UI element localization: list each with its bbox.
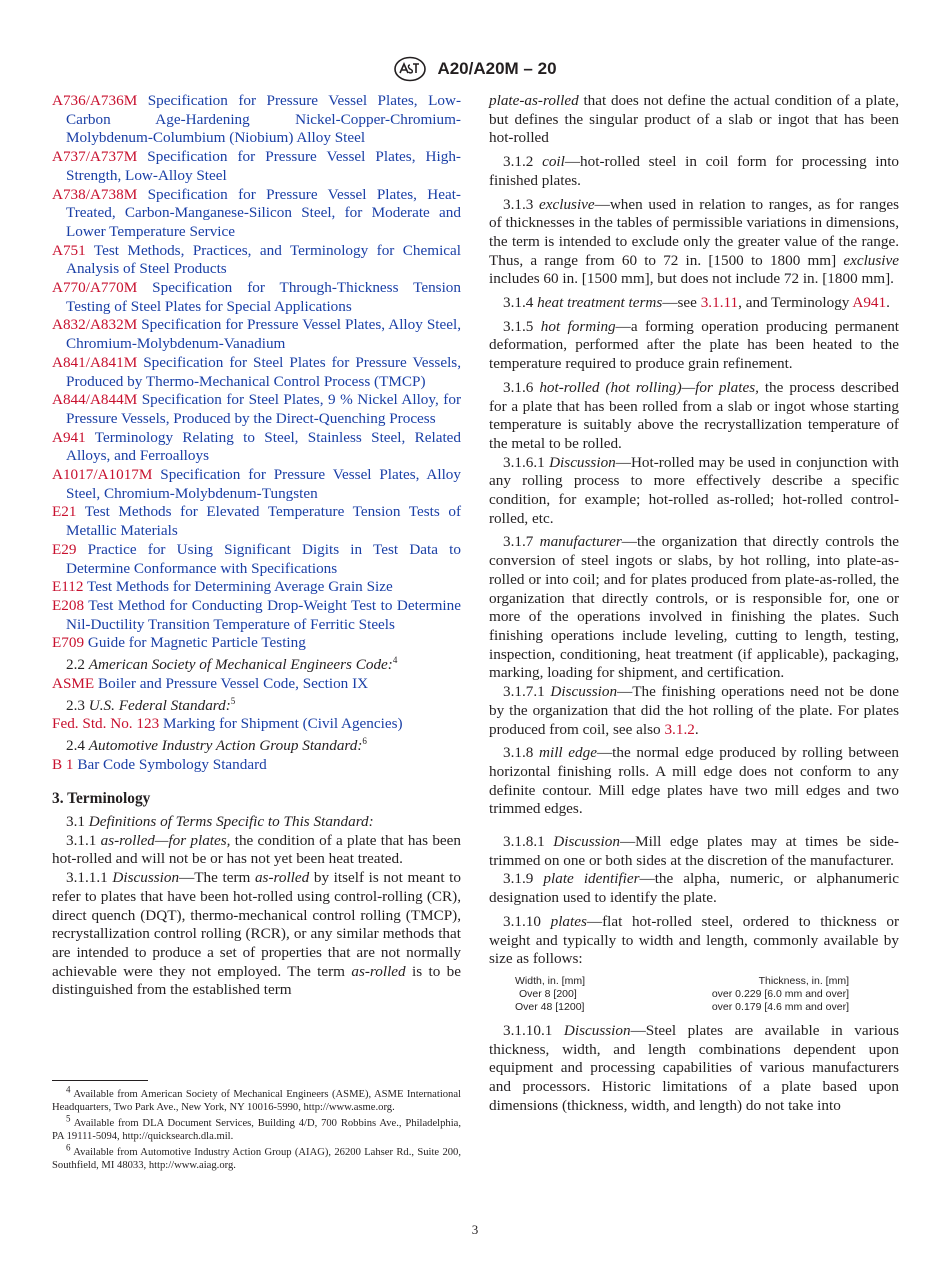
table-cell: Over 48 [1200] bbox=[515, 1000, 585, 1013]
section-number: 3.1.2 bbox=[503, 153, 543, 171]
footnote-ref: 6 bbox=[362, 735, 367, 746]
section-number: 3.1.6.1 bbox=[503, 453, 550, 471]
reference-title[interactable]: Test Methods for Elevated Temperature Tension Tests of Metallic Materials bbox=[66, 503, 461, 540]
reference-title[interactable]: Practice for Using Significant Digits in Test Data to Determine Conformance with Specifications bbox=[66, 540, 461, 577]
footnote-number: 4 bbox=[66, 1084, 71, 1095]
defined-term: hot forming bbox=[540, 317, 616, 335]
astm-logo-icon bbox=[393, 56, 427, 82]
section-number: 3.1 bbox=[66, 813, 89, 831]
defined-term: manufacturer bbox=[539, 533, 622, 551]
discussion-text: —Steel plates are available in various thickness, width, and length combinations dependent upon equipment and processing capabilities of various manufacturers and processors. Historic limitations of a plate based upon dimensions (thickness, width, and length) do not take into bbox=[489, 1021, 900, 1114]
reference-item bbox=[52, 597, 461, 634]
reference-code[interactable]: ASME bbox=[52, 674, 95, 692]
defined-term: as-rolled bbox=[351, 962, 406, 980]
discussion-3-1-7-1 bbox=[489, 683, 899, 739]
definition-text: —the normal edge produced by rolling between horizontal finishing rolls. A mill edge does not conform to any definite contour. Mill edge plates have two mill edges and two trimmed edges. bbox=[489, 744, 899, 818]
section-number: 3.1.8 bbox=[503, 744, 540, 762]
reference-code[interactable]: A841/A841M bbox=[52, 353, 138, 371]
defined-term: exclusive bbox=[843, 251, 899, 269]
reference-title[interactable]: Marking for Shipment (Civil Agencies) bbox=[159, 715, 403, 733]
discussion-label: Discussion bbox=[553, 833, 620, 851]
definition-text: —hot-rolled steel in coil form for processing into finished plates. bbox=[489, 153, 900, 189]
reference-item bbox=[52, 675, 461, 694]
reference-code[interactable]: A736/A736M bbox=[52, 92, 138, 109]
footnote-text: Available from DLA Document Services, Building 4/D, 700 Robbins Ave., Philadelphia, PA 19111-5094, http://quicksearch.dla.mil. bbox=[52, 1118, 461, 1142]
reference-code[interactable]: A844/A844M bbox=[52, 391, 138, 409]
left-column bbox=[52, 92, 461, 1005]
footnote bbox=[52, 1084, 461, 1114]
defined-term: mill edge bbox=[539, 744, 597, 762]
definition-3-1-6 bbox=[489, 379, 899, 454]
reference-item bbox=[52, 316, 461, 353]
reference-title[interactable]: Specification for Pressure Vessel Plates, Low-Carbon Age-Hardening Nickel-Copper-Chromium-Molybdenum-Columbium (Niobium) Alloy Steel bbox=[66, 92, 461, 147]
discussion-3-1-10-1 bbox=[489, 1022, 899, 1116]
definition-3-1-5 bbox=[489, 318, 899, 374]
section-number: 3.1.4 bbox=[503, 294, 538, 312]
plate-size-table bbox=[515, 975, 849, 1014]
reference-item bbox=[52, 92, 461, 148]
table-header: Thickness, in. [mm] bbox=[758, 974, 849, 987]
reference-code[interactable]: A737/A737M bbox=[52, 148, 138, 166]
defined-term: plate identifier bbox=[543, 870, 640, 888]
reference-code[interactable]: A738/A738M bbox=[52, 185, 138, 203]
definition-text: the condition of a plate that has been hot-rolled and will not be or has not yet been heat treated. bbox=[52, 831, 461, 868]
definition-3-1-4 bbox=[489, 294, 899, 313]
discussion-label: Discussion bbox=[563, 1021, 631, 1039]
paragraph-text: that does not define the actual condition of a plate, but defines the singular product of a slab or ingot that has been hot-rolled bbox=[489, 92, 899, 147]
discussion-text: —The finishing operations need not be done by the organization that did the hot rolling of the plate. For plates produced from coil, see also bbox=[489, 683, 900, 738]
discussion-text: . bbox=[694, 720, 699, 738]
defined-term: as-rolled bbox=[254, 869, 310, 887]
reference-code[interactable]: A832/A832M bbox=[52, 316, 138, 334]
reference-item bbox=[52, 578, 461, 597]
reference-code[interactable]: E21 bbox=[52, 503, 77, 521]
page-number: 3 bbox=[471, 1222, 479, 1237]
discussion-label: Discussion bbox=[550, 683, 618, 701]
reference-title[interactable]: Test Method for Conducting Drop-Weight Test to Determine Nil-Ductility Transition Temperature of Ferritic Steels bbox=[66, 596, 461, 633]
cross-reference-link[interactable]: A941 bbox=[852, 294, 887, 312]
reference-title[interactable]: Specification for Through-Thickness Tension Testing of Steel Plates for Special Applications bbox=[66, 279, 461, 315]
reference-title[interactable]: Test Methods, Practices, and Terminology for Chemical Analysis of Steel Products bbox=[66, 241, 461, 278]
discussion-text: —Hot-rolled may be used in conjunction with any rolling process to more effectively describe a specific condition, for example; hot-rolled as-rolled; hot-rolled control-rolled, etc. bbox=[489, 453, 899, 527]
reference-item bbox=[52, 148, 461, 185]
definition-3-1-10 bbox=[489, 913, 899, 969]
reference-item bbox=[52, 391, 461, 428]
reference-code[interactable]: A941 bbox=[52, 428, 86, 446]
footnote-text: Available from American Society of Mechanical Engineers (ASME), ASME International Headquarters, Two Park Ave., New York, NY 10016-5990, http://www.asme.org. bbox=[52, 1089, 461, 1113]
discussion-label: Discussion bbox=[112, 869, 180, 887]
section-number: 3.1.7.1 bbox=[503, 683, 551, 701]
document-id: A20/A20M – 20 bbox=[437, 59, 557, 78]
definition-3-1-9 bbox=[489, 870, 899, 907]
reference-title[interactable]: Terminology Relating to Steel, Stainless Steel, Related Alloys, and Ferroalloys bbox=[66, 428, 461, 465]
discussion-3-1-1-1 bbox=[52, 869, 461, 1000]
continued-paragraph bbox=[489, 92, 899, 148]
definition-3-1-7 bbox=[489, 533, 899, 683]
reference-title[interactable]: Specification for Pressure Vessel Plates, High-Strength, Low-Alloy Steel bbox=[66, 148, 461, 184]
section-number: 2.2 bbox=[66, 656, 89, 674]
footnote-text: Available from Automotive Industry Action Group (AIAG), 26200 Lahser Rd., Suite 200, Southfield, MI 48033, http://www.aiag.org. bbox=[52, 1147, 461, 1171]
right-column bbox=[489, 92, 899, 1120]
defined-term: heat treatment terms bbox=[537, 294, 663, 312]
defined-term: exclusive bbox=[539, 195, 595, 213]
reference-item bbox=[52, 186, 461, 242]
reference-item bbox=[52, 466, 461, 503]
defined-term: as-rolled—for plates, bbox=[100, 831, 231, 849]
definition-text: —when used in relation to ranges, as for ranges of thicknesses in the tables of permissible variations in dimensions, the term is intended to exclude only the greater value of the range. Thus, a range from 60 to 72 in. [1500 to 1800 mm] bbox=[489, 195, 899, 269]
reference-item bbox=[52, 429, 461, 466]
section-title: Automotive Industry Action Group Standard: bbox=[88, 736, 363, 754]
discussion-label: Discussion bbox=[549, 453, 616, 471]
section-number: 3.1.9 bbox=[503, 870, 544, 888]
definition-text: —the organization that directly controls the conversion of steel ingots or slabs, by hot rolling, into plate-as-rolled or into coil; and for plates produced from plate-as-rolled, the organization that directly controls, or is responsible for, one or more of the operations involved in finishing the plates. Such finishing operations include leveling, cutting to length, testing, inspection, conditioning, heat treatment (if applicable), packaging, marking, loading for shipment, and certification. bbox=[489, 533, 899, 682]
footnote bbox=[52, 1113, 461, 1143]
definition-text: —a forming operation producing permanent deformation, performed after the plate has been heated to the temperature required to produce grain refinement. bbox=[489, 317, 900, 373]
section-number: 3.1.6 bbox=[503, 378, 540, 396]
defined-term: plates bbox=[550, 912, 587, 930]
section-2-3 bbox=[52, 697, 461, 716]
reference-code[interactable]: E208 bbox=[52, 596, 85, 614]
definition-text: —flat hot-rolled steel, ordered to thickness or weight and typically to width and length, commonly available by size as follows: bbox=[489, 912, 900, 968]
definition-text: . bbox=[886, 294, 890, 312]
definition-3-1-8 bbox=[489, 744, 899, 819]
table-cell: over 0.229 [6.0 mm and over] bbox=[711, 987, 849, 1000]
defined-term: hot-rolled (hot rolling)—for plates, bbox=[539, 378, 759, 396]
discussion-text: —Mill edge plates may at times be side-trimmed on one or both sides at the discretion of the manufacturer. bbox=[489, 833, 899, 869]
footnote-ref: 4 bbox=[392, 655, 398, 666]
reference-title[interactable]: Specification for Pressure Vessel Plates, Alloy Steel, Chromium-Molybdenum-Tungsten bbox=[66, 466, 461, 502]
footnotes bbox=[52, 1084, 461, 1175]
table-cell: Over 8 [200] bbox=[519, 987, 577, 1000]
footnote-number: 5 bbox=[66, 1113, 71, 1124]
reference-item bbox=[52, 279, 461, 316]
section-heading-terminology: 3. Terminology bbox=[52, 790, 151, 808]
reference-item bbox=[52, 242, 461, 279]
reference-title[interactable]: Bar Code Symbology Standard bbox=[73, 755, 267, 773]
reference-title[interactable]: Boiler and Pressure Vessel Code, Section IX bbox=[94, 674, 369, 692]
reference-code[interactable]: A751 bbox=[52, 241, 86, 259]
footnote-divider bbox=[52, 1080, 148, 1081]
reference-list bbox=[52, 92, 461, 653]
discussion-text: is to be distinguished from the established term bbox=[52, 962, 461, 999]
defined-term: plate-as-rolled bbox=[489, 92, 579, 109]
reference-title[interactable]: Specification for Steel Plates, 9 % Nickel Alloy, for Pressure Vessels, Produced by the Direct-Quenching Process bbox=[66, 391, 461, 427]
definition-text: —the alpha, numeric, or alphanumeric designation used to identify the plate. bbox=[489, 870, 899, 907]
section-title: American Society of Mechanical Engineers Code: bbox=[88, 656, 393, 674]
section-number: 3.1.5 bbox=[503, 317, 541, 335]
section-number: 3.1.1 bbox=[66, 831, 101, 849]
section-number: 2.3 bbox=[66, 696, 89, 714]
table-row bbox=[515, 988, 849, 1001]
reference-item bbox=[52, 354, 461, 391]
section-title: Definitions of Terms Specific to This Standard: bbox=[88, 813, 374, 831]
footnote bbox=[52, 1142, 461, 1172]
section-number: 2.4 bbox=[66, 736, 89, 754]
reference-item bbox=[52, 541, 461, 578]
section-number: 3.1.8.1 bbox=[503, 833, 554, 851]
definition-3-1-1 bbox=[52, 832, 461, 869]
section-number: 3.1.7 bbox=[503, 533, 540, 551]
reference-title[interactable]: Specification for Pressure Vessel Plates, Heat-Treated, Carbon-Manganese-Silicon Steel, for Moderate and Lower Temperature Service bbox=[66, 185, 461, 240]
discussion-text: by itself is not meant to refer to plates that have been hot-rolled using control-rolling (CR), direct quench (DQT), thermo-mechanical control rolling (TMCP), recrystallization control rolling (RCR), or any similar methods that are intended to produce a set of properties that are not normally achievable were they not employed. The term bbox=[52, 869, 461, 980]
section-number: 3.1.10 bbox=[503, 912, 551, 930]
reference-title[interactable]: Test Methods for Determining Average Grain Size bbox=[83, 578, 393, 596]
section-number: 3.1.10.1 bbox=[503, 1021, 564, 1039]
definition-text: the process described for a plate that has been rolled from a slab or ingot whose starting temperature is suitably above the recrystallization temperature of the metal to be rolled. bbox=[489, 378, 899, 452]
reference-title[interactable]: Guide for Magnetic Particle Testing bbox=[84, 634, 306, 652]
definition-text: —see bbox=[662, 294, 701, 312]
discussion-3-1-8-1 bbox=[489, 833, 899, 870]
cross-reference-link[interactable]: 3.1.11 bbox=[700, 294, 739, 312]
reference-code[interactable]: A1017/A1017M bbox=[52, 466, 153, 484]
definition-3-1-3 bbox=[489, 196, 899, 290]
reference-item bbox=[52, 503, 461, 540]
reference-code[interactable]: E29 bbox=[52, 540, 77, 558]
section-2-4 bbox=[52, 737, 461, 756]
reference-code[interactable]: E112 bbox=[52, 578, 84, 596]
table-row bbox=[515, 1001, 849, 1014]
section-title: U.S. Federal Standard: bbox=[88, 696, 231, 714]
reference-item bbox=[52, 634, 461, 653]
reference-title[interactable]: Specification for Pressure Vessel Plates, Alloy Steel, Chromium-Molybdenum-Vanadium bbox=[66, 316, 461, 353]
reference-title[interactable]: Specification for Steel Plates for Pressure Vessels, Produced by Thermo-Mechanical Control Process (TMCP) bbox=[66, 353, 461, 390]
reference-item bbox=[52, 715, 461, 734]
reference-code[interactable]: E709 bbox=[52, 634, 85, 652]
table-header-row bbox=[515, 975, 849, 988]
reference-code[interactable]: A770/A770M bbox=[52, 279, 138, 297]
section-number: 3.1.1.1 bbox=[66, 869, 113, 887]
reference-item bbox=[52, 756, 461, 775]
reference-code[interactable]: Fed. Std. No. 123 bbox=[52, 715, 160, 733]
discussion-3-1-6-1 bbox=[489, 454, 899, 529]
section-number: 3.1.3 bbox=[503, 195, 539, 213]
definition-text: , and Terminology bbox=[738, 294, 853, 312]
footnote-number: 6 bbox=[66, 1142, 71, 1153]
reference-code[interactable]: B 1 bbox=[52, 755, 74, 773]
definition-text: includes 60 in. [1500 mm], but does not include 72 in. [1800 mm]. bbox=[489, 270, 894, 288]
discussion-text: —The term bbox=[179, 869, 255, 887]
table-cell: over 0.179 [4.6 mm and over] bbox=[711, 1000, 849, 1013]
cross-reference-link[interactable]: 3.1.2 bbox=[664, 720, 695, 738]
table-header: Width, in. [mm] bbox=[515, 974, 586, 987]
definition-3-1-2 bbox=[489, 153, 899, 190]
section-3-1 bbox=[52, 813, 461, 832]
footnote-ref: 5 bbox=[230, 695, 236, 706]
defined-term: coil bbox=[542, 153, 565, 171]
page-header bbox=[0, 56, 950, 82]
section-2-2 bbox=[52, 656, 461, 675]
